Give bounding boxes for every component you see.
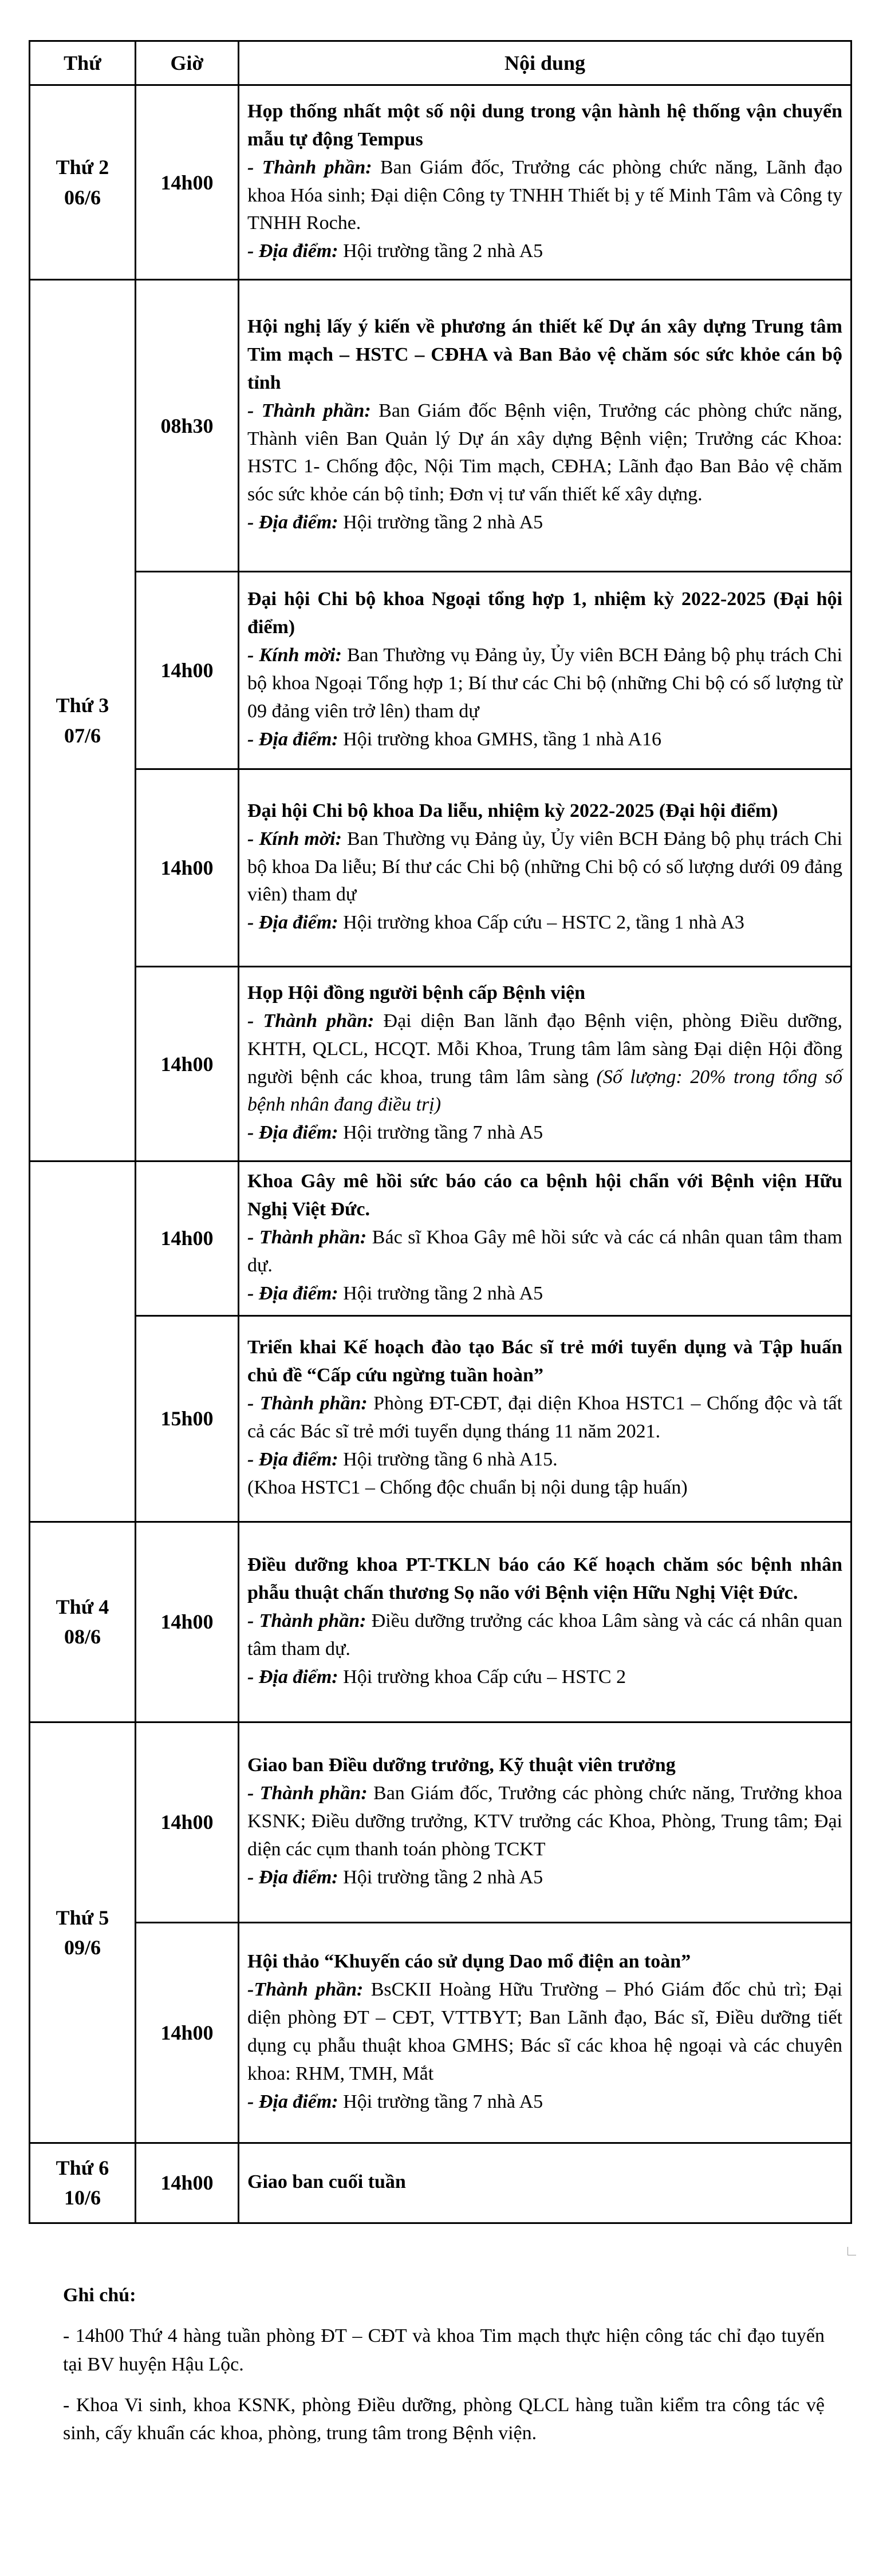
event-cell (239, 1722, 852, 1922)
detail-label: - Thành phần: (247, 1782, 368, 1804)
event-cell (239, 769, 852, 967)
event-detail-line (247, 1864, 842, 1892)
detail-label: - Địa điểm: (247, 912, 338, 934)
day-label: Thứ 5 09/6 (56, 1906, 109, 1959)
detail-text: Hội trường tầng 7 nhà A5 (338, 2091, 543, 2112)
header-content: Nội dung (239, 41, 852, 85)
day-label: Thứ 2 06/6 (56, 156, 109, 209)
table-row (30, 1922, 852, 2143)
event-detail-line (247, 825, 842, 910)
detail-label: - Kính mời: (247, 828, 342, 850)
detail-label: - Thành phần: (247, 156, 372, 178)
time-cell: 14h00 (136, 2143, 239, 2223)
time-cell: 14h00 (136, 1722, 239, 1922)
event-cell (239, 2143, 852, 2223)
event-title: Khoa Gây mê hồi sức báo cáo ca bệnh hội chẩn với Bệnh viện Hữu Nghị Việt Đức. (247, 1171, 842, 1220)
detail-label: - Địa điểm: (247, 1282, 338, 1304)
detail-label: - Địa điểm: (247, 512, 338, 534)
day-label: Thứ 3 07/6 (56, 694, 109, 747)
day-label: Thứ 4 08/6 (56, 1595, 109, 1649)
detail-text: Hội trường tầng 2 nhà A5 (338, 240, 543, 262)
detail-label: - Địa điểm: (247, 2091, 338, 2112)
event-detail-line (247, 1119, 842, 1147)
detail-label: - Địa điểm: (247, 728, 338, 750)
header-row (30, 41, 852, 85)
event-cell (239, 572, 852, 769)
time-cell: 15h00 (136, 1315, 239, 1522)
detail-text: Hội trường tầng 6 nhà A15. (338, 1449, 558, 1471)
event-detail-line (247, 1607, 842, 1664)
event-detail-line (247, 238, 842, 266)
event-detail-line (247, 509, 842, 537)
day-cell-tue (30, 280, 136, 1161)
detail-label: - Địa điểm: (247, 1666, 338, 1688)
detail-text: Ban Thường vụ Đảng ủy, Ủy viên BCH Đảng bộ phụ trách Chi bộ khoa Da liễu; Bí thư các Chi bộ (những Chi bộ có số lượng dưới 09 đảng viên) tham dự (247, 828, 842, 906)
day-cell-fri (30, 2143, 136, 2223)
notes-heading: Ghi chú: (63, 2285, 136, 2306)
time-cell: 14h00 (136, 572, 239, 769)
table-row (30, 1161, 852, 1316)
event-detail-line (247, 909, 842, 937)
header-time: Giờ (136, 41, 239, 85)
event-title: Họp Hội đồng người bệnh cấp Bệnh viện (247, 982, 586, 1003)
event-detail-line (247, 1474, 842, 1502)
event-cell (239, 1922, 852, 2143)
event-cell (239, 1315, 852, 1522)
event-detail-line (247, 726, 842, 754)
time-cell: 14h00 (136, 769, 239, 967)
detail-text: Điều dưỡng trưởng các khoa Lâm sàng và các cá nhân quan tâm tham dự. (247, 1610, 842, 1660)
day-cell-thu (30, 1722, 136, 2143)
detail-label: - Thành phần: (247, 1226, 367, 1248)
event-detail-line (247, 154, 842, 238)
event-cell (239, 1522, 852, 1722)
event-detail-line (247, 1390, 842, 1446)
event-title: Triển khai Kế hoạch đào tạo Bác sĩ trẻ mới tuyển dụng và Tập huấn chủ đề “Cấp cứu ngừng tuần hoàn” (247, 1337, 842, 1386)
event-detail-line (247, 1664, 842, 1692)
event-cell (239, 967, 852, 1161)
day-cell-tue-cont (30, 1161, 136, 1522)
detail-label: - Thành phần: (247, 1393, 368, 1415)
detail-text: Ban Giám đốc, Trưởng các phòng chức năng, Lãnh đạo khoa Hóa sinh; Đại diện Công ty TNHH Thiết bị y tế Minh Tâm và Công ty TNHH Roche. (247, 156, 842, 234)
table-row (30, 1315, 852, 1522)
table-row (30, 1722, 852, 1922)
time-cell: 14h00 (136, 967, 239, 1161)
time-cell: 14h00 (136, 1161, 239, 1316)
table-row (30, 769, 852, 967)
event-detail-line (247, 1976, 842, 2088)
detail-text: Ban Thường vụ Đảng ủy, Ủy viên BCH Đảng bộ phụ trách Chi bộ khoa Ngoại Tổng hợp 1; Bí thư các Chi bộ (những Chi bộ có số lượng từ 09 đảng viên trở lên) tham dự (247, 645, 842, 722)
detail-text: BsCKII Hoàng Hữu Trường – Phó Giám đốc chủ trì; Đại diện phòng ĐT – CĐT, VTTBYT; Ban Lãnh đạo, Bác sĩ, Điều dưỡng tiết dụng cụ phẫu thuật khoa GMHS; Bác sĩ các khoa hệ ngoại và các chuyên khoa: RHM, TMH, Mắt (247, 1978, 842, 2084)
table-row (30, 572, 852, 769)
detail-text: Phòng ĐT-CĐT, đại diện Khoa HSTC1 – Chống độc và tất cả các Bác sĩ trẻ mới tuyển dụng tháng 11 năm 2021. (247, 1393, 842, 1443)
day-cell-wed (30, 1522, 136, 1722)
detail-label: - Địa điểm: (247, 1122, 338, 1144)
detail-label: - Địa điểm: (247, 1449, 338, 1471)
detail-label: - Thành phần: (247, 400, 371, 421)
detail-text: Hội trường khoa Cấp cứu – HSTC 2 (338, 1666, 626, 1688)
page-corner-mark (848, 2247, 856, 2255)
day-label: Thứ 6 10/6 (56, 2156, 109, 2210)
event-detail-line (247, 1780, 842, 1864)
event-detail-line (247, 1008, 842, 1120)
table-row (30, 85, 852, 280)
event-detail-line (247, 2088, 842, 2116)
time-cell: 14h00 (136, 85, 239, 280)
event-title: Giao ban cuối tuần (247, 2171, 406, 2192)
table-row (30, 280, 852, 572)
time-cell: 08h30 (136, 280, 239, 572)
time-cell: 14h00 (136, 1522, 239, 1722)
detail-text: Ban Giám đốc, Trưởng các phòng chức năng, Trưởng khoa KSNK; Điều dưỡng trưởng, KTV trưởng các Khoa, Phòng, Trung tâm; Đại diện các cụm thanh toán phòng TCKT (247, 1782, 842, 1860)
event-title: Hội nghị lấy ý kiến về phương án thiết kế Dự án xây dựng Trung tâm Tim mạch – HSTC – CĐHA và Ban Bảo vệ chăm sóc sức khỏe cán bộ tỉnh (247, 315, 842, 393)
detail-text: Hội trường tầng 7 nhà A5 (338, 1122, 543, 1144)
detail-text: Đại diện Ban lãnh đạo Bệnh viện, phòng Điều dưỡng, KHTH, QLCL, HCQT. Mỗi Khoa, Trung tâm lâm sàng Đại diện Hội đồng người bệnh các khoa, trung tâm lâm sàng (247, 1010, 842, 1088)
event-detail-line (247, 1280, 842, 1308)
event-cell (239, 1161, 852, 1316)
time-cell: 14h00 (136, 1922, 239, 2143)
table-row (30, 1522, 852, 1722)
event-detail-line (247, 397, 842, 509)
table-row (30, 2143, 852, 2223)
event-cell (239, 85, 852, 280)
note-item: - Khoa Vi sinh, khoa KSNK, phòng Điều dưỡng, phòng QLCL hàng tuần kiểm tra công tác vệ sinh, cấy khuẩn các khoa, phòng, trung tâm trong Bệnh viện. (63, 2394, 825, 2444)
table-row (30, 967, 852, 1161)
day-cell-mon (30, 85, 136, 280)
detail-text: Hội trường tầng 2 nhà A5 (338, 1282, 543, 1304)
event-title: Giao ban Điều dưỡng trưởng, Kỹ thuật viên trưởng (247, 1754, 676, 1776)
detail-label: - Kính mời: (247, 645, 342, 666)
event-title: Đại hội Chi bộ khoa Ngoại tổng hợp 1, nhiệm kỳ 2022-2025 (Đại hội điểm) (247, 588, 842, 638)
detail-label: - Địa điểm: (247, 240, 338, 262)
note-item: - 14h00 Thứ 4 hàng tuần phòng ĐT – CĐT và khoa Tim mạch thực hiện công tác chỉ đạo tuyến tại BV huyện Hậu Lộc. (63, 2325, 825, 2375)
event-title: Điều dưỡng khoa PT-TKLN báo cáo Kế hoạch chăm sóc bệnh nhân phẫu thuật chấn thương Sọ não với Bệnh viện Hữu Nghị Việt Đức. (247, 1554, 842, 1603)
schedule-table (29, 40, 852, 2224)
event-title: Họp thống nhất một số nội dung trong vận hành hệ thống vận chuyển mẫu tự động Tempus (247, 100, 842, 150)
event-detail-line (247, 1446, 842, 1474)
detail-label: - Thành phần: (247, 1610, 366, 1631)
detail-text: Hội trường khoa Cấp cứu – HSTC 2, tầng 1 nhà A3 (338, 912, 744, 934)
detail-label: - Thành phần: (247, 1010, 375, 1032)
detail-text: Ban Giám đốc Bệnh viện, Trưởng các phòng chức năng, Thành viên Ban Quản lý Dự án xây dựng Bệnh viện; Trưởng các Khoa: HSTC 1- Chống độc, Nội Tim mạch, CĐHA; Lãnh đạo Ban Bảo vệ chăm sóc sức khỏe cán bộ tỉnh; Đơn vị tư vấn thiết kế xây dựng. (247, 400, 842, 505)
detail-label: -Thành phần: (247, 1978, 364, 2000)
detail-text: Bác sĩ Khoa Gây mê hồi sức và các cá nhân quan tâm tham dự. (247, 1226, 842, 1276)
event-detail-line (247, 642, 842, 726)
detail-text: Hội trường khoa GMHS, tầng 1 nhà A16 (338, 728, 661, 750)
detail-italic-note: (Số lượng: 20% trong tổng số bệnh nhân đang điều trị) (247, 1066, 842, 1116)
detail-text: (Khoa HSTC1 – Chống độc chuẩn bị nội dung tập huấn) (247, 1477, 688, 1499)
event-title: Hội thảo “Khuyến cáo sử dụng Dao mổ điện an toàn” (247, 1950, 691, 1972)
detail-label: - Địa điểm: (247, 1866, 338, 1888)
event-title: Đại hội Chi bộ khoa Da liễu, nhiệm kỳ 2022-2025 (Đại hội điểm) (247, 800, 778, 821)
event-cell (239, 280, 852, 572)
notes-section (63, 2281, 825, 2460)
detail-text: Hội trường tầng 2 nhà A5 (338, 512, 543, 534)
detail-text: Hội trường tầng 2 nhà A5 (338, 1866, 543, 1888)
header-day: Thứ (30, 41, 136, 85)
event-detail-line (247, 1224, 842, 1280)
